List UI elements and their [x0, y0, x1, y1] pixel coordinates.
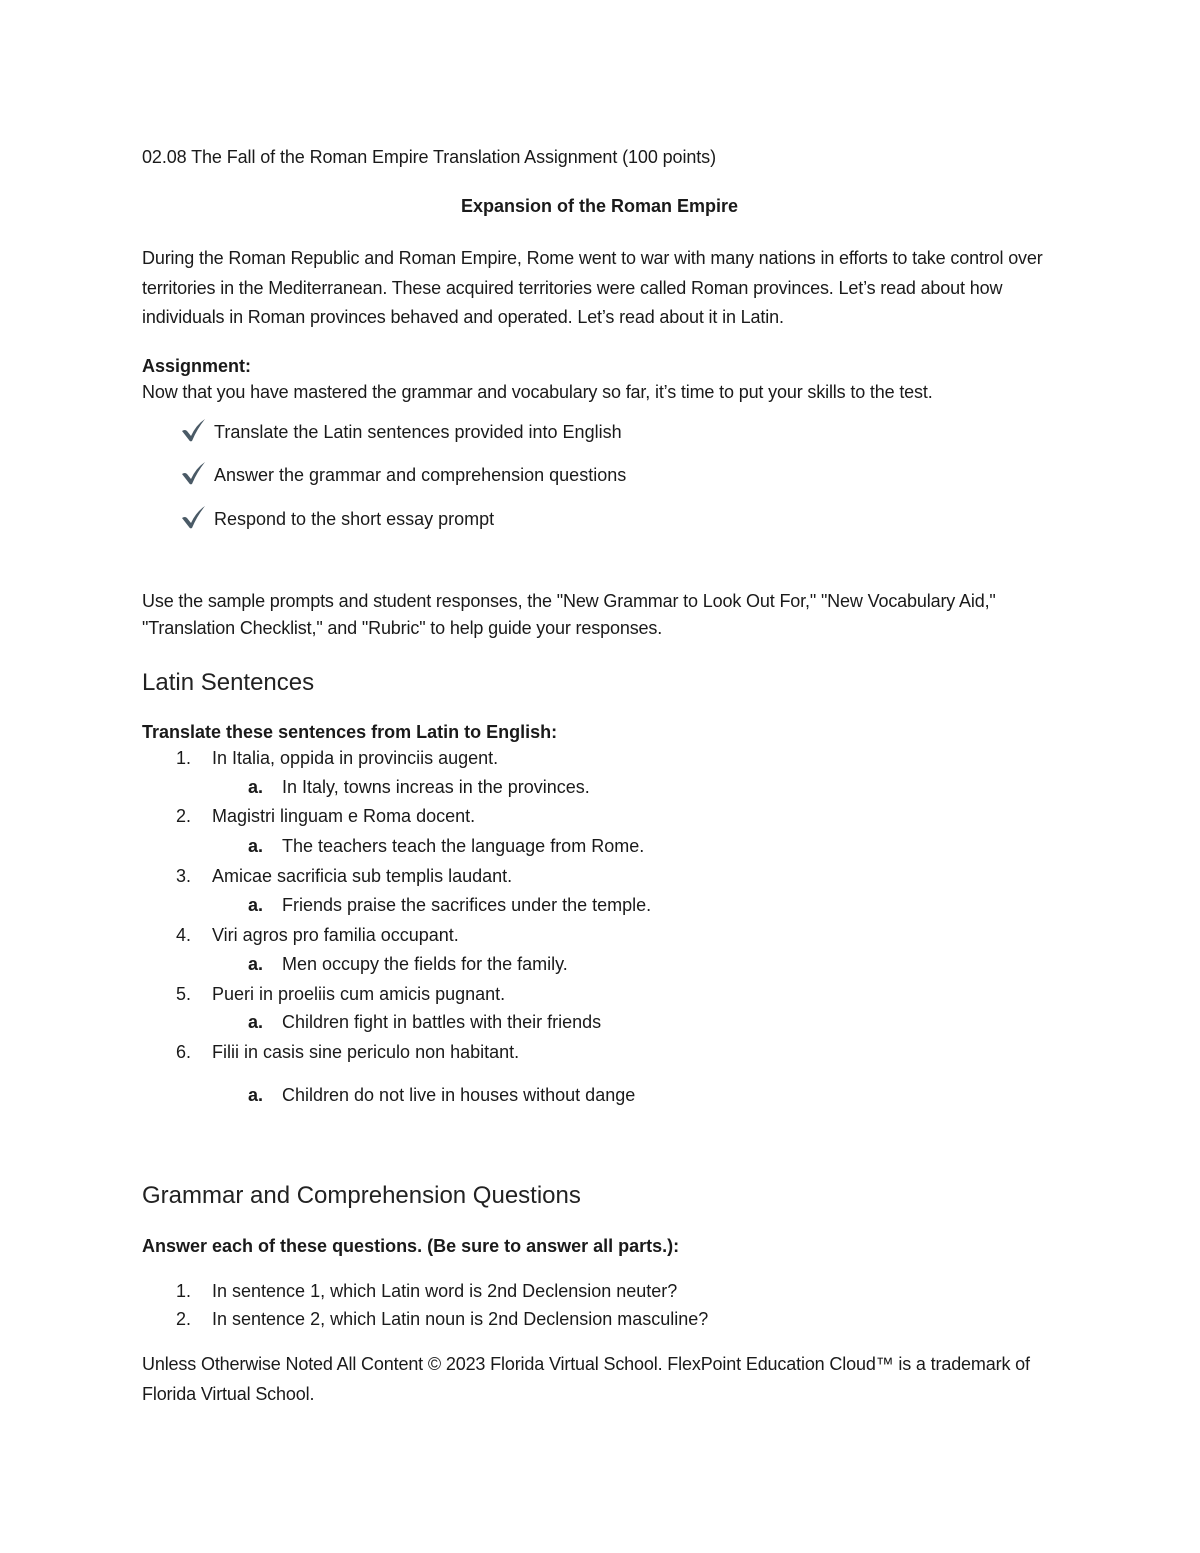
assignment-label: Assignment:: [142, 356, 252, 376]
sentence-number: 6.: [176, 1042, 192, 1062]
checklist-item-label: Translate the Latin sentences provided into English: [214, 422, 622, 442]
grammar-question: In sentence 2, which Latin noun is 2nd Declension masculine?: [212, 1309, 709, 1329]
grammar-heading: Grammar and Comprehension Questions: [142, 1182, 581, 1209]
translation-answer: Children fight in battles with their friends: [282, 1012, 602, 1032]
intro-paragraph: During the Roman Republic and Roman Empire, Rome went to war with many nations in efforts to take control over territories in the Mediterranean. These acquired territories were called Roman provinces. Let’s read about how individuals in Roman provinces behaved and operated. Let’s read about it in Latin.: [142, 248, 1043, 327]
translation-answer: The teachers teach the language from Rome.: [282, 836, 645, 856]
translation-answer: Friends praise the sacrifices under the temple.: [282, 895, 652, 915]
latin-sentence: Viri agros pro familia occupant.: [212, 925, 459, 945]
grammar-question: In sentence 1, which Latin word is 2nd Declension neuter?: [212, 1281, 678, 1301]
answer-label: a.: [248, 1012, 264, 1032]
translation-answer: Men occupy the fields for the family.: [282, 954, 568, 974]
answer-label: a.: [248, 777, 264, 797]
latin-instruction: Translate these sentences from Latin to English:: [142, 722, 558, 742]
latin-sentence: In Italia, oppida in provinciis augent.: [212, 748, 499, 768]
answer-label: a.: [248, 895, 264, 915]
question-number: 2.: [176, 1309, 192, 1329]
translation-answer: Children do not live in houses without dange: [282, 1085, 636, 1105]
checkmark-icon: [180, 504, 214, 534]
checklist-item: [180, 460, 626, 490]
answer-label: a.: [248, 954, 264, 974]
latin-sentence: Pueri in proeliis cum amicis pugnant.: [212, 984, 506, 1004]
checklist-item-label: Respond to the short essay prompt: [214, 509, 495, 529]
sentence-number: 1.: [176, 748, 192, 768]
guide-paragraph: Use the sample prompts and student responses, the "New Grammar to Look Out For," "New Vocabulary Aid," "Translation Checklist," and "Rubric" to help guide your responses.: [142, 591, 996, 638]
latin-sentence: Amicae sacrificia sub templis laudant.: [212, 866, 513, 886]
section-title: Expansion of the Roman Empire: [460, 196, 739, 216]
grammar-instruction: Answer each of these questions. (Be sure to answer all parts.):: [142, 1236, 680, 1256]
question-number: 1.: [176, 1281, 192, 1301]
checklist-item: [180, 417, 622, 447]
checklist-item: [180, 504, 494, 534]
copyright-footer: Unless Otherwise Noted All Content © 2023 Florida Virtual School. FlexPoint Education Cloud™ is a trademark of Florida Virtual School.: [142, 1354, 1030, 1404]
answer-label: a.: [248, 1085, 264, 1105]
latin-sentence: Magistri linguam e Roma docent.: [212, 806, 476, 826]
answer-label: a.: [248, 836, 264, 856]
sentence-number: 4.: [176, 925, 192, 945]
assignment-text: Now that you have mastered the grammar and vocabulary so far, it’s time to put your skills to the test.: [142, 382, 933, 402]
sentence-number: 5.: [176, 984, 192, 1004]
checkmark-icon: [180, 417, 214, 447]
sentence-number: 3.: [176, 866, 192, 886]
translation-answer: In Italy, towns increas in the provinces.: [282, 777, 590, 797]
latin-sentences-heading: Latin Sentences: [142, 669, 315, 696]
latin-sentence: Filii in casis sine periculo non habitant.: [212, 1042, 520, 1062]
checklist-item-label: Answer the grammar and comprehension questions: [214, 465, 627, 485]
sentence-number: 2.: [176, 806, 192, 826]
document-title: 02.08 The Fall of the Roman Empire Translation Assignment (100 points): [142, 147, 716, 167]
checkmark-icon: [180, 460, 214, 490]
